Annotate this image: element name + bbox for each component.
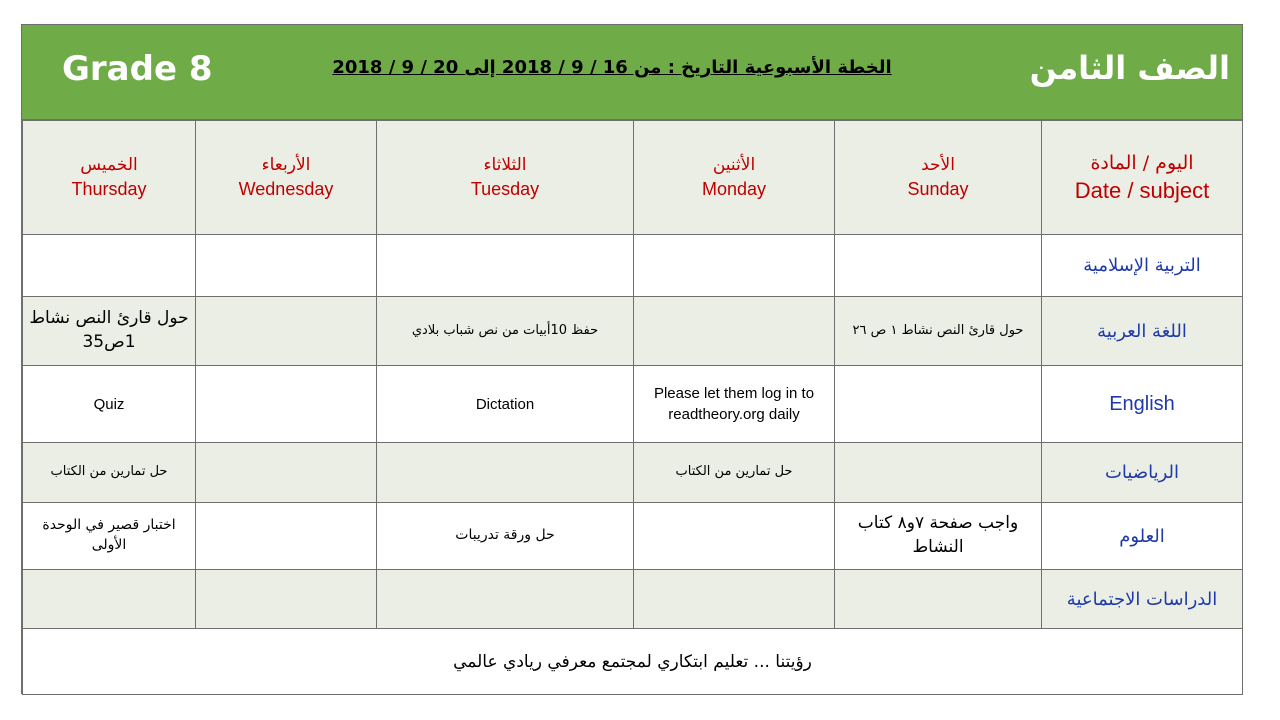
day-label-ar: الأثنين: [712, 155, 756, 175]
cell-thursday: حل تمارين من الكتاب: [23, 443, 196, 503]
day-label-ar: الثلاثاء: [483, 155, 527, 175]
days-header-row: [23, 121, 1243, 235]
cell-wednesday: [196, 503, 377, 570]
cell-thursday: اختبار قصير في الوحدة الأولى: [23, 503, 196, 570]
column-subject: [1042, 121, 1243, 235]
plan-title: الخطة الأسبوعية التاريخ : من 16 / 9 / 2018 إلى 20 / 9 / 2018: [332, 57, 892, 78]
column-thursday: [23, 121, 196, 235]
day-label-en: Tuesday: [470, 179, 540, 199]
weekly-plan-document: [21, 24, 1243, 694]
subject-label: اللغة العربية: [1042, 297, 1243, 366]
day-label-en: Monday: [701, 179, 767, 199]
column-tuesday: [377, 121, 634, 235]
day-label-ar: اليوم / المادة: [1090, 151, 1194, 174]
day-label-ar: الأربعاء: [261, 155, 311, 175]
day-label-en: Thursday: [71, 179, 147, 199]
cell-sunday: حول قارئ النص نشاط ١ ص ٢٦: [835, 297, 1042, 366]
day-label-ar: الأحد: [921, 155, 955, 175]
vision-statement: رؤيتنا ... تعليم ابتكاري لمجتمع معرفي ريادي عالمي: [23, 629, 1243, 695]
cell-monday: [634, 570, 835, 629]
cell-wednesday: [196, 297, 377, 366]
row-social-studies: [23, 570, 1243, 629]
cell-tuesday: [377, 235, 634, 297]
cell-tuesday: [377, 443, 634, 503]
cell-monday: [634, 297, 835, 366]
cell-monday: [634, 503, 835, 570]
cell-tuesday: Dictation: [377, 366, 634, 443]
day-label-en: Wednesday: [238, 179, 334, 199]
subject-label: التربية الإسلامية: [1042, 235, 1243, 297]
grade-title-en: Grade 8: [62, 49, 213, 89]
grade-title-ar: الصف الثامن: [1029, 49, 1230, 87]
cell-thursday: حول قارئ النص نشاط 1ص35: [23, 297, 196, 366]
column-wednesday: [196, 121, 377, 235]
header-banner: [22, 25, 1242, 120]
cell-monday: حل تمارين من الكتاب: [634, 443, 835, 503]
cell-wednesday: [196, 366, 377, 443]
row-science: [23, 503, 1243, 570]
cell-sunday: [835, 235, 1042, 297]
cell-thursday: [23, 235, 196, 297]
cell-thursday: Quiz: [23, 366, 196, 443]
cell-tuesday: [377, 570, 634, 629]
weekly-plan-table: [22, 120, 1243, 695]
subject-label: العلوم: [1042, 503, 1243, 570]
row-english: [23, 366, 1243, 443]
cell-monday: [634, 235, 835, 297]
cell-monday: Please let them log in to readtheory.org daily: [634, 366, 835, 443]
row-arabic: [23, 297, 1243, 366]
subject-label: الرياضيات: [1042, 443, 1243, 503]
cell-tuesday: حل ورقة تدريبات: [377, 503, 634, 570]
cell-tuesday: حفظ 10أبيات من نص شباب بلادي: [377, 297, 634, 366]
day-label-en: Sunday: [907, 179, 969, 199]
day-label-en: Date / subject: [1074, 177, 1210, 203]
vision-row: [23, 629, 1243, 695]
cell-sunday: واجب صفحة ٧و٨ كتاب النشاط: [835, 503, 1042, 570]
cell-sunday: [835, 443, 1042, 503]
subject-label: English: [1042, 366, 1243, 443]
cell-sunday: [835, 570, 1042, 629]
row-math: [23, 443, 1243, 503]
column-sunday: [835, 121, 1042, 235]
column-monday: [634, 121, 835, 235]
row-islamic: [23, 235, 1243, 297]
cell-wednesday: [196, 570, 377, 629]
subject-label: الدراسات الاجتماعية: [1042, 570, 1243, 629]
cell-wednesday: [196, 235, 377, 297]
day-label-ar: الخميس: [80, 155, 138, 175]
cell-wednesday: [196, 443, 377, 503]
cell-sunday: [835, 366, 1042, 443]
cell-thursday: [23, 570, 196, 629]
